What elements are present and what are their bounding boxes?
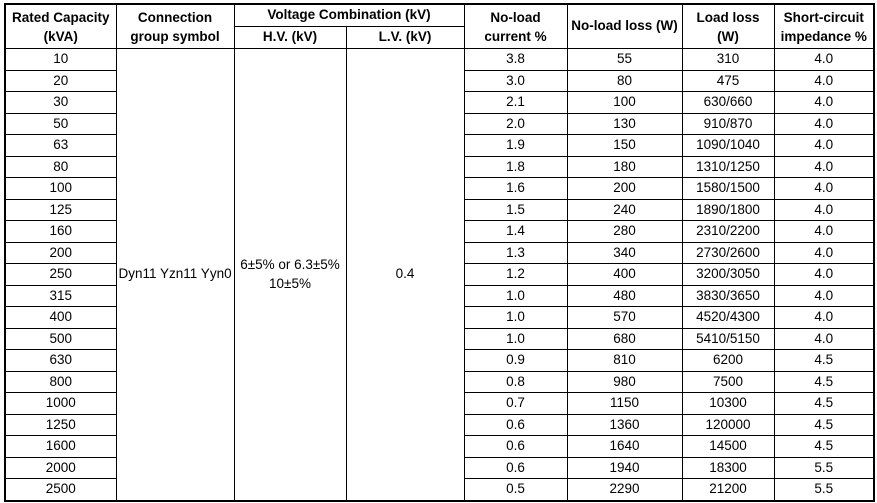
cell-impedance: 4.0: [774, 178, 874, 200]
cell-no-load-current: 1.4: [464, 221, 567, 243]
cell-load-loss: 3200/3050: [682, 264, 774, 286]
cell-rated-capacity: 250: [5, 264, 116, 286]
cell-impedance: 4.0: [774, 92, 874, 114]
table-header: [5, 4, 874, 49]
cell-lv-voltage: 0.4: [346, 49, 464, 501]
cell-rated-capacity: 50: [5, 113, 116, 135]
header-lv: L.V. (kV): [346, 27, 464, 49]
cell-impedance: 5.5: [774, 479, 874, 501]
cell-impedance: 4.0: [774, 113, 874, 135]
cell-no-load-current: 3.8: [464, 49, 567, 71]
cell-no-load-loss: 100: [567, 92, 682, 114]
cell-impedance: 5.5: [774, 457, 874, 479]
cell-rated-capacity: 125: [5, 199, 116, 221]
cell-load-loss: 3830/3650: [682, 285, 774, 307]
hv-voltage-line2: 10±5%: [269, 276, 311, 292]
cell-no-load-current: 1.2: [464, 264, 567, 286]
cell-no-load-loss: 240: [567, 199, 682, 221]
cell-no-load-current: 1.9: [464, 135, 567, 157]
cell-no-load-loss: 1940: [567, 457, 682, 479]
cell-load-loss: 2730/2600: [682, 242, 774, 264]
cell-rated-capacity: 1600: [5, 436, 116, 458]
cell-load-loss: 120000: [682, 414, 774, 436]
header-no-load-current-line2: current %: [484, 28, 547, 44]
cell-load-loss: 475: [682, 70, 774, 92]
cell-load-loss: 14500: [682, 436, 774, 458]
cell-rated-capacity: 500: [5, 328, 116, 350]
cell-no-load-loss: 280: [567, 221, 682, 243]
cell-hv-voltage: [234, 49, 346, 501]
cell-no-load-current: 0.8: [464, 371, 567, 393]
cell-connection-group-symbol: Dyn11 Yzn11 Yyn0: [116, 49, 234, 501]
hv-voltage-line1: 6±5% or 6.3±5%: [240, 257, 340, 273]
cell-no-load-current: 1.0: [464, 285, 567, 307]
cell-impedance: 4.0: [774, 264, 874, 286]
cell-rated-capacity: 1250: [5, 414, 116, 436]
cell-rated-capacity: 1000: [5, 393, 116, 415]
cell-impedance: 4.5: [774, 350, 874, 372]
cell-load-loss: 6200: [682, 350, 774, 372]
cell-no-load-loss: 200: [567, 178, 682, 200]
header-no-load-current-line1: No-load: [490, 9, 541, 25]
header-hv: H.V. (kV): [234, 27, 346, 49]
header-short-circuit-impedance: [774, 4, 874, 49]
cell-load-loss: 4520/4300: [682, 307, 774, 329]
cell-no-load-current: 0.6: [464, 436, 567, 458]
cell-no-load-current: 1.5: [464, 199, 567, 221]
cell-no-load-loss: 180: [567, 156, 682, 178]
cell-impedance: 4.5: [774, 414, 874, 436]
cell-impedance: 4.0: [774, 156, 874, 178]
cell-impedance: 4.5: [774, 371, 874, 393]
cell-rated-capacity: 160: [5, 221, 116, 243]
cell-no-load-loss: 1360: [567, 414, 682, 436]
cell-impedance: 4.0: [774, 221, 874, 243]
cell-impedance: 4.0: [774, 242, 874, 264]
cell-no-load-current: 1.8: [464, 156, 567, 178]
header-impedance-line1: Short-circuit: [783, 9, 864, 25]
cell-no-load-current: 1.3: [464, 242, 567, 264]
cell-load-loss: 1580/1500: [682, 178, 774, 200]
cell-rated-capacity: 315: [5, 285, 116, 307]
cell-impedance: 4.0: [774, 49, 874, 71]
header-no-load-loss: No-load loss (W): [567, 4, 682, 49]
cell-no-load-loss: 55: [567, 49, 682, 71]
cell-load-loss: 5410/5150: [682, 328, 774, 350]
header-no-load-current: [464, 4, 567, 49]
cell-rated-capacity: 400: [5, 307, 116, 329]
header-impedance-line2: impedance %: [780, 28, 867, 44]
cell-no-load-current: 3.0: [464, 70, 567, 92]
cell-no-load-loss: 980: [567, 371, 682, 393]
cell-load-loss: 1890/1800: [682, 199, 774, 221]
cell-rated-capacity: 80: [5, 156, 116, 178]
cell-no-load-loss: 150: [567, 135, 682, 157]
cell-no-load-current: 0.9: [464, 350, 567, 372]
cell-load-loss: 2310/2200: [682, 221, 774, 243]
cell-load-loss: 910/870: [682, 113, 774, 135]
cell-no-load-loss: 570: [567, 307, 682, 329]
cell-impedance: 4.5: [774, 436, 874, 458]
cell-rated-capacity: 30: [5, 92, 116, 114]
header-rated-capacity: [5, 4, 116, 49]
cell-no-load-loss: 480: [567, 285, 682, 307]
transformer-spec-table: [4, 3, 875, 502]
cell-no-load-loss: 1150: [567, 393, 682, 415]
cell-rated-capacity: 63: [5, 135, 116, 157]
cell-impedance: 4.0: [774, 135, 874, 157]
header-voltage-combination: Voltage Combination (kV): [234, 4, 464, 27]
cell-no-load-loss: 340: [567, 242, 682, 264]
cell-rated-capacity: 100: [5, 178, 116, 200]
cell-no-load-current: 0.6: [464, 457, 567, 479]
cell-load-loss: 18300: [682, 457, 774, 479]
cell-no-load-loss: 2290: [567, 479, 682, 501]
cell-load-loss: 1310/1250: [682, 156, 774, 178]
cell-rated-capacity: 20: [5, 70, 116, 92]
cell-no-load-current: 2.0: [464, 113, 567, 135]
cell-load-loss: 630/660: [682, 92, 774, 114]
cell-impedance: 4.0: [774, 307, 874, 329]
cell-rated-capacity: 630: [5, 350, 116, 372]
cell-no-load-loss: 130: [567, 113, 682, 135]
cell-no-load-current: 1.6: [464, 178, 567, 200]
cell-no-load-current: 0.6: [464, 414, 567, 436]
cell-no-load-loss: 1640: [567, 436, 682, 458]
cell-no-load-loss: 80: [567, 70, 682, 92]
header-load-loss-line1: Load loss: [696, 9, 760, 25]
header-load-loss-line2: (W): [717, 28, 739, 44]
cell-rated-capacity: 800: [5, 371, 116, 393]
header-row-1: [5, 4, 874, 27]
cell-rated-capacity: 2000: [5, 457, 116, 479]
cell-no-load-loss: 680: [567, 328, 682, 350]
cell-load-loss: 310: [682, 49, 774, 71]
cell-load-loss: 1090/1040: [682, 135, 774, 157]
header-connection-line2: group symbol: [130, 28, 220, 44]
header-rated-capacity-line2: (kVA): [43, 28, 78, 44]
table-row: [5, 49, 874, 71]
header-load-loss: [682, 4, 774, 49]
cell-load-loss: 7500: [682, 371, 774, 393]
cell-no-load-current: 0.5: [464, 479, 567, 501]
cell-load-loss: 21200: [682, 479, 774, 501]
cell-load-loss: 10300: [682, 393, 774, 415]
cell-no-load-current: 1.0: [464, 307, 567, 329]
header-connection-group: [116, 4, 234, 49]
table-body: [5, 49, 874, 501]
cell-impedance: 4.0: [774, 328, 874, 350]
cell-no-load-current: 1.0: [464, 328, 567, 350]
cell-impedance: 4.0: [774, 199, 874, 221]
cell-rated-capacity: 10: [5, 49, 116, 71]
cell-no-load-current: 0.7: [464, 393, 567, 415]
cell-rated-capacity: 2500: [5, 479, 116, 501]
cell-no-load-current: 2.1: [464, 92, 567, 114]
header-rated-capacity-line1: Rated Capacity: [11, 9, 110, 25]
cell-impedance: 4.5: [774, 393, 874, 415]
cell-no-load-loss: 810: [567, 350, 682, 372]
cell-no-load-loss: 400: [567, 264, 682, 286]
cell-rated-capacity: 200: [5, 242, 116, 264]
cell-impedance: 4.0: [774, 285, 874, 307]
cell-impedance: 4.0: [774, 70, 874, 92]
header-connection-line1: Connection: [137, 9, 213, 25]
